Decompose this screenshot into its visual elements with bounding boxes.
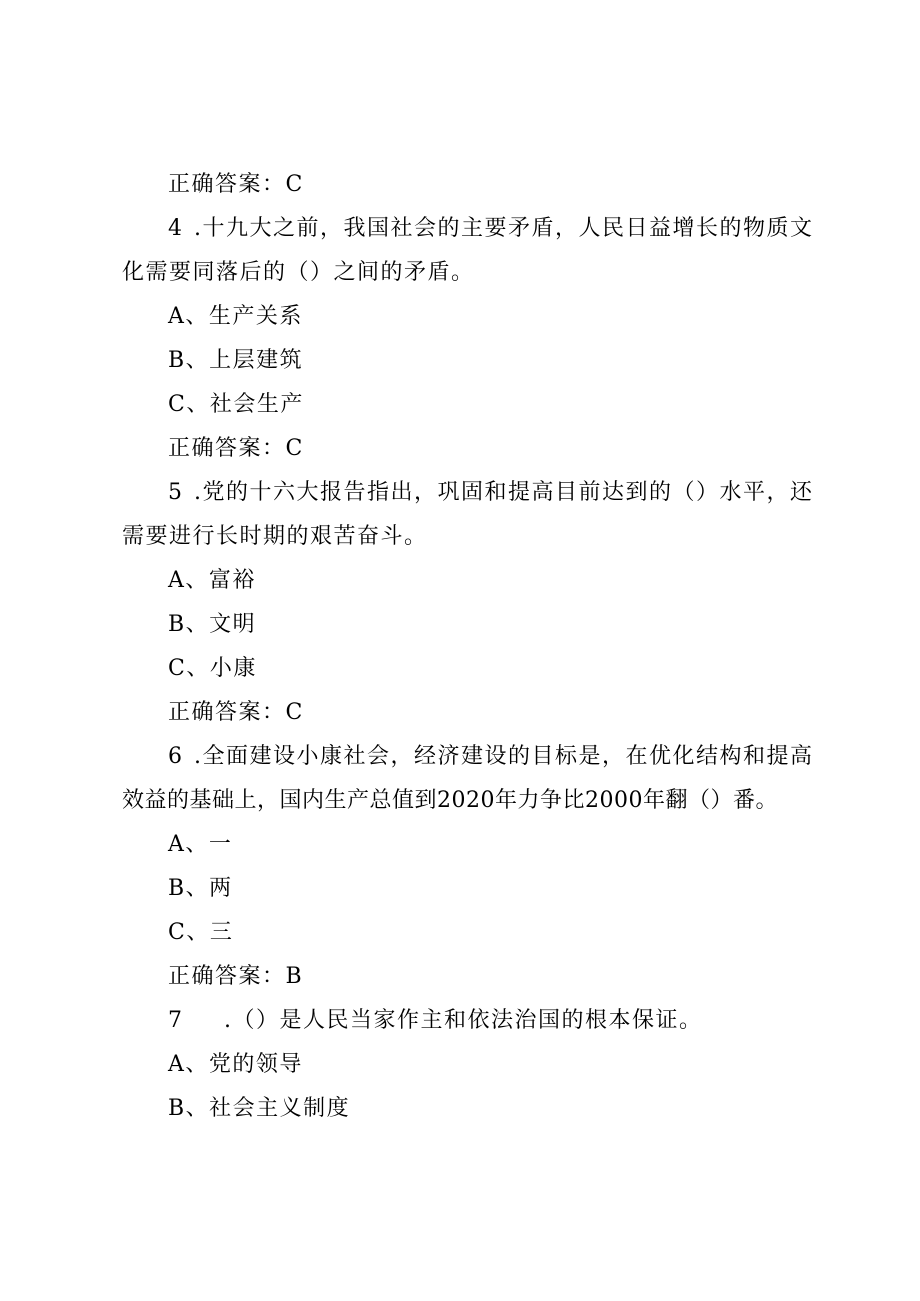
option-line: A、富裕 — [168, 568, 256, 593]
question-text: .党的十六大报告指出，巩固和提高目前达到的（）水平，还 — [194, 480, 814, 505]
question-number: 5 — [168, 480, 184, 505]
option-line: A、党的领导 — [168, 1052, 303, 1077]
question-number: 7 — [168, 1008, 184, 1033]
answer-line: 正确答案：B — [168, 964, 304, 989]
answer-line: 正确答案：C — [168, 172, 304, 197]
question-text: .十九大之前，我国社会的主要矛盾，人民日益增长的物质文 — [194, 216, 814, 241]
option-line: B、社会主义制度 — [168, 1096, 351, 1121]
question-4-line-2: 化需要同落后的（）之间的矛盾。 — [122, 260, 475, 285]
question-5-line-2: 需要进行长时期的艰苦奋斗。 — [122, 524, 428, 549]
question-6-line-1 — [168, 742, 814, 772]
question-text: .全面建设小康社会，经济建设的目标是，在优化结构和提高 — [194, 744, 814, 769]
question-number: 6 — [168, 744, 184, 769]
option-line: C、小康 — [168, 656, 257, 681]
option-line: C、社会生产 — [168, 392, 304, 417]
option-line: B、两 — [168, 876, 233, 901]
option-line: B、文明 — [168, 612, 257, 637]
option-line: B、上层建筑 — [168, 348, 304, 373]
question-number: 4 — [168, 216, 184, 241]
question-text: .（）是人民当家作主和依法治国的根本保证。 — [224, 1008, 703, 1033]
question-5-line-1 — [168, 478, 814, 508]
option-line: A、生产关系 — [168, 304, 303, 329]
option-line: C、三 — [168, 920, 234, 945]
option-line: A、一 — [168, 832, 233, 857]
question-6-line-2: 效益的基础上，国内生产总值到2020年力争比2000年翻（）番。 — [122, 788, 778, 813]
question-7-line-1 — [168, 1006, 703, 1036]
answer-line: 正确答案：C — [168, 700, 304, 725]
question-4-line-1 — [168, 214, 814, 244]
answer-line: 正确答案：C — [168, 436, 304, 461]
